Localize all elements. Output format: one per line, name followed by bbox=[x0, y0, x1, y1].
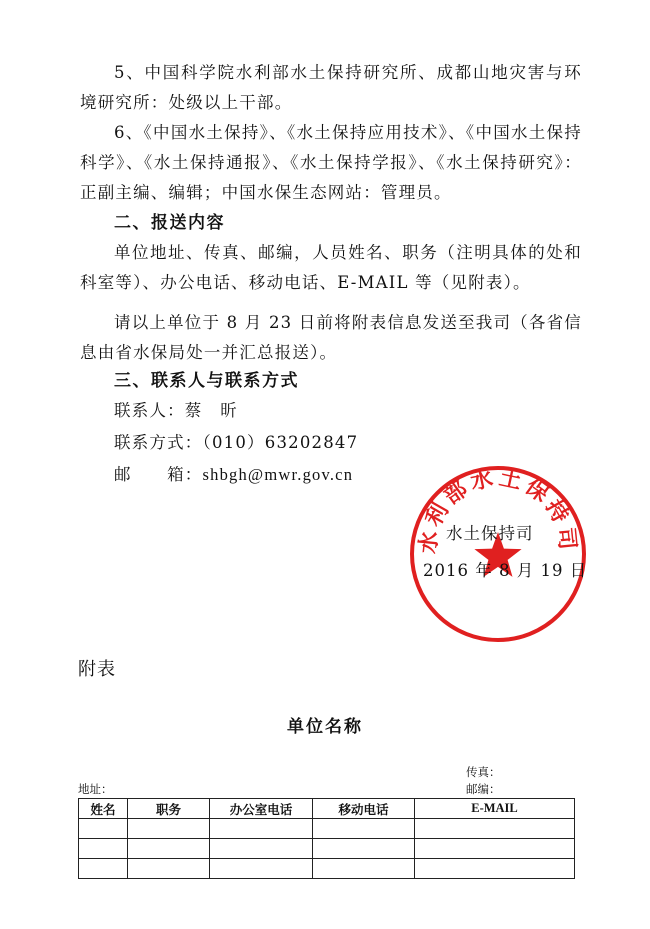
personnel-info-table bbox=[78, 798, 575, 879]
address-label: 地址： bbox=[78, 782, 113, 796]
column-header-email: E-MAIL bbox=[415, 799, 575, 819]
paragraph-item-6: 6、《中国水土保持》、《水土保持应用技术》、《中国水土保持科学》、《水土保持通报》、《水土保持学报》、《水土保持研究》：正副主编、编辑；中国水保生态网站：管理员。 bbox=[80, 123, 582, 202]
table-cell[interactable] bbox=[313, 839, 415, 859]
table-cell[interactable] bbox=[313, 859, 415, 879]
section-2-body: 单位地址、传真、邮编，人员姓名、职务（注明具体的处和科室等）、办公电话、移动电话、E-MAIL 等（见附表）。 bbox=[80, 243, 582, 292]
official-seal-stamp bbox=[408, 464, 588, 644]
paragraph-item-5: 5、中国科学院水利部水土保持研究所、成都山地灾害与环境研究所：处级以上干部。 bbox=[80, 63, 582, 112]
table-cell[interactable] bbox=[79, 859, 128, 879]
table-cell[interactable] bbox=[415, 819, 575, 839]
unit-name-title: 单位名称 bbox=[287, 717, 363, 737]
table-row bbox=[79, 819, 575, 839]
contact-phone: 联系方式：（010）63202847 bbox=[114, 433, 359, 452]
contact-email-label: 邮 箱： bbox=[114, 465, 203, 484]
fax-label: 传真： bbox=[466, 765, 501, 779]
table-cell[interactable] bbox=[415, 859, 575, 879]
table-cell[interactable] bbox=[210, 839, 313, 859]
postcode-label: 邮编： bbox=[466, 782, 501, 796]
column-header-position: 职务 bbox=[128, 799, 210, 819]
signature-org: 水土保持司 bbox=[446, 524, 534, 543]
section-2-note: 请以上单位于 8 月 23 日前将附表信息发送至我司（各省信息由省水保局处一并汇总报送）。 bbox=[80, 313, 582, 362]
table-cell[interactable] bbox=[128, 839, 210, 859]
section-2-heading: 二、报送内容 bbox=[114, 213, 225, 233]
seal-arc-lettering: 水利部水土保持司 bbox=[416, 465, 580, 555]
contact-person: 联系人：蔡 昕 bbox=[114, 401, 238, 420]
table-row bbox=[79, 859, 575, 879]
table-cell[interactable] bbox=[128, 819, 210, 839]
contact-email-row bbox=[114, 460, 353, 490]
table-cell[interactable] bbox=[128, 859, 210, 879]
attachment-label: 附表 bbox=[78, 659, 116, 680]
table-cell[interactable] bbox=[79, 839, 128, 859]
section-3-heading: 三、联系人与联系方式 bbox=[114, 371, 299, 391]
table-row bbox=[79, 839, 575, 859]
table-cell[interactable] bbox=[313, 819, 415, 839]
column-header-office-phone: 办公室电话 bbox=[210, 799, 313, 819]
contact-email: shbgh@mwr.gov.cn bbox=[202, 465, 354, 484]
signature-date: 2016 年 8 月 19 日 bbox=[423, 561, 588, 580]
column-header-mobile-phone: 移动电话 bbox=[313, 799, 415, 819]
table-cell[interactable] bbox=[210, 819, 313, 839]
table-cell[interactable] bbox=[79, 819, 128, 839]
column-header-name: 姓名 bbox=[79, 799, 128, 819]
table-cell[interactable] bbox=[415, 839, 575, 859]
table-cell[interactable] bbox=[210, 859, 313, 879]
table-header-row bbox=[79, 799, 575, 819]
